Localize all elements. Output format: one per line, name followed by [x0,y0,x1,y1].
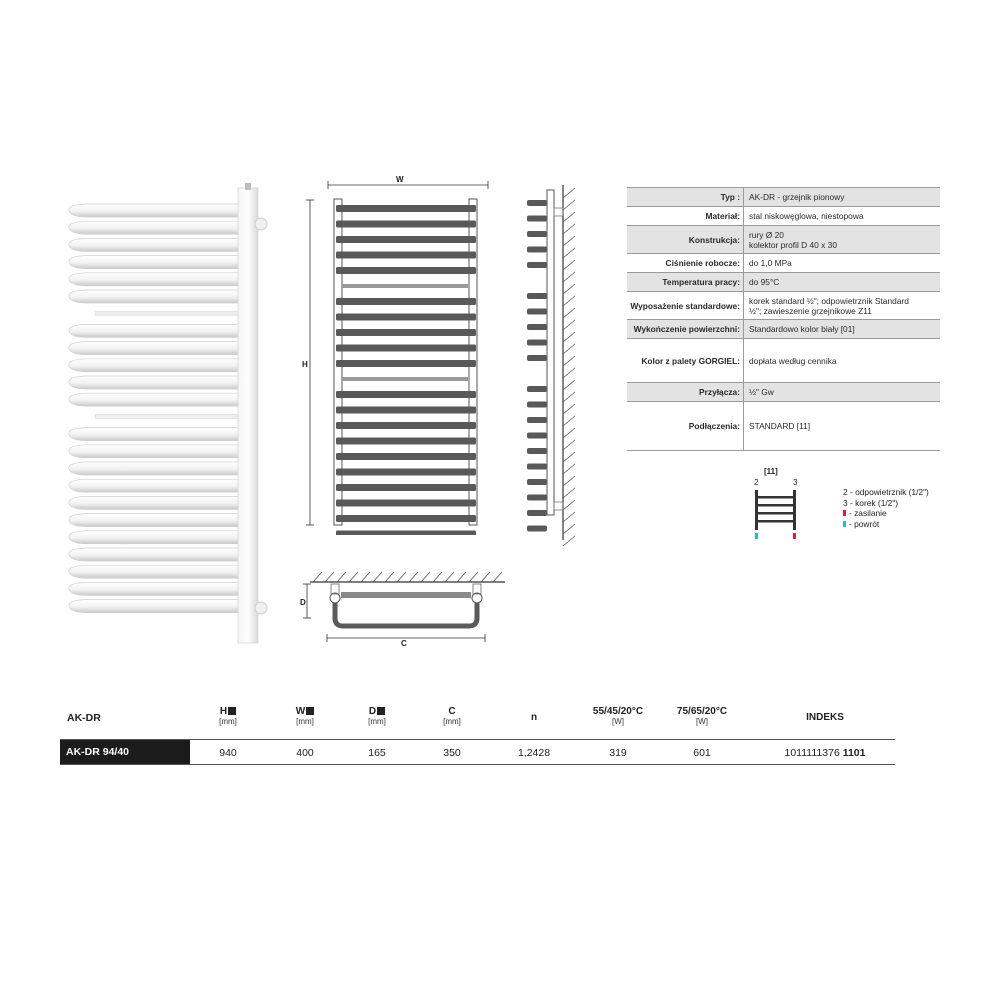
connection-legend [843,487,929,529]
side-bar [527,340,547,346]
front-bar [336,329,476,336]
side-bar [527,355,547,361]
wall-hatch-line [563,200,575,210]
spec-value-line: ½"; zawieszenie grzejnikowe Z11 [749,305,872,316]
connection-left-number: 2 [754,478,759,487]
spec-value-line: dopłata według cennika [749,355,837,366]
wall-hatch-line [563,296,575,306]
side-bar [527,309,547,315]
ceiling-hatch-line [373,572,382,582]
spec-row [627,402,940,451]
front-bar [336,484,476,491]
front-bar [336,515,476,522]
side-bar [527,479,547,485]
legend-item [843,498,929,509]
wall-hatch-line [563,428,575,438]
ceiling-hatch-line [481,572,490,582]
column-header-label: H [219,706,228,717]
spec-label: Wyposażenie standardowe: [630,300,740,311]
spec-label: Przyłącza: [699,387,740,397]
spec-row [627,207,940,226]
depth-icon [377,707,385,715]
ceiling-hatch-line [445,572,454,582]
spec-value [743,292,940,319]
legend-item [843,487,929,498]
side-bar [527,262,547,268]
wall-hatch-line [563,284,575,294]
radiator-photo [55,180,275,650]
column-header [355,706,399,727]
ceiling-hatch-line [397,572,406,582]
width-icon [306,707,314,715]
column-unit: [W] [612,717,624,726]
column-header [760,712,890,723]
wall-hatch-line [563,536,575,546]
color-marker-icon [843,510,846,516]
legend-item [843,508,929,519]
radiator-tube [69,496,245,509]
column-unit: [mm] [219,717,237,726]
front-bar [336,438,476,445]
spec-value [743,226,940,253]
spec-label: Typ : [720,192,740,202]
side-bar [527,464,547,470]
connection-right-number: 3 [793,478,798,487]
wall-hatch-line [563,452,575,462]
spec-value-line: korek standard ½"; odpowietrznik Standard [749,295,909,306]
legend-text: 3 - korek (1/2") [843,497,899,508]
radiator-tube [69,256,245,269]
side-bar [527,200,547,206]
radiator-tube [69,531,245,544]
radiator-tube [69,393,245,406]
column-header-label: D [368,706,377,717]
spec-value [743,402,940,450]
wall-hatch-line [563,332,575,342]
spec-label: Podłączenia: [688,421,740,431]
radiator-tube [69,428,245,441]
spec-value-line: do 1,0 MPa [749,258,792,268]
column-header [430,706,474,727]
spec-row [627,339,940,383]
ceiling-hatch-line [337,572,346,582]
column-header [206,706,250,727]
wall-hatch-line [563,224,575,234]
radiator-tube [69,514,245,527]
front-bar [336,252,476,259]
spec-row [627,188,940,207]
ceiling-hatch-line [361,572,370,582]
radiator-tube [69,290,245,303]
wall-hatch-line [563,524,575,534]
spec-value-line: Standardowo kolor biały [01] [749,324,855,334]
spec-label: Kolor z palety GORGIEL: [641,355,740,366]
wall-hatch-line [563,500,575,510]
spec-label: Materiał: [705,211,740,221]
radiator-tube [69,238,245,251]
wall-hatch-line [563,476,575,486]
front-bar [336,469,476,476]
table-cell: 319 [609,747,627,759]
side-bar [527,433,547,439]
front-bar [336,407,476,414]
spec-label: Temperatura pracy: [662,277,740,287]
legend-item [843,519,929,530]
side-bar [527,417,547,423]
width-dimension-label: W [396,175,404,184]
table-cell: 350 [443,747,461,759]
height-icon [228,707,236,715]
index-prefix: 1011111376 [784,747,840,759]
front-bar [336,221,476,228]
ceiling-hatch-line [457,572,466,582]
column-unit: [mm] [443,717,461,726]
connection-diagram [748,488,803,543]
side-bar [527,324,547,330]
front-bar [336,531,476,536]
spec-value [743,339,940,382]
model-cell: AK-DR 94/40 [60,740,190,764]
legend-text: - zasilanie [849,508,887,519]
radiator-tube [69,221,245,234]
column-unit: [mm] [296,717,314,726]
wall-hatch-line [563,260,575,270]
radiator-tube [69,204,245,217]
ceiling-hatch-line [433,572,442,582]
side-bar [527,386,547,392]
side-view-drawing [515,180,585,550]
spec-value [743,273,940,291]
legend-text: - powrót [849,518,880,529]
column-header-label: 75/65/20°C [676,706,728,717]
ceiling-hatch-line [313,572,322,582]
table-cell: 165 [368,747,386,759]
table-cell: 601 [693,747,711,759]
front-view-drawing [300,175,500,535]
side-bar [527,247,547,253]
side-bar [527,216,547,222]
radiator-tube [69,582,245,595]
radiator-tube [69,359,245,372]
spec-value-line: rury Ø 20 [749,229,784,240]
wall-hatch-line [563,272,575,282]
front-thin-bar [342,284,468,288]
legend-text: 2 - odpowietrznik (1/2") [843,487,929,497]
side-bar [527,510,547,516]
table-cell: 400 [296,747,314,759]
spec-row [627,383,940,402]
ceiling-hatch-line [325,572,334,582]
spec-value-line: STANDARD [11] [749,421,811,431]
column-header-label: 55/45/20°C [592,706,644,717]
wall-hatch-line [563,392,575,402]
front-thin-bar [342,377,468,381]
wall-hatch-line [563,404,575,414]
wall-hatch-line [563,248,575,258]
spec-value-line: stal niskowęglowa, niestopowa [749,211,864,221]
wall-hatch-line [563,320,575,330]
column-header-label: INDEKS [806,712,844,723]
side-bar [527,293,547,299]
wall-hatch-line [563,380,575,390]
spec-value-line: ½" Gw [749,387,774,397]
depth-dimension-label: D [300,598,306,607]
spec-row [627,292,940,320]
column-unit: [W] [696,717,708,726]
front-bar [336,345,476,352]
spec-row [627,273,940,292]
wall-hatch-line [563,236,575,246]
radiator-tube [69,376,245,389]
radiator-tube [69,445,245,458]
side-bar [527,402,547,408]
ceiling-hatch-line [421,572,430,582]
ceiling-hatch-line [385,572,394,582]
front-bar [336,205,476,212]
wall-hatch-line [563,344,575,354]
front-bar [336,236,476,243]
spec-row [627,254,940,273]
front-bar [336,500,476,507]
radiator-thin-tube [95,311,240,315]
spec-value [743,188,940,206]
spec-value-line: AK-DR - grzejnik pionowy [749,192,845,202]
index-suffix: 1101 [842,747,866,759]
wall-hatch-line [563,512,575,522]
radiator-tube [69,600,245,613]
wall-hatch-line [563,416,575,426]
spec-label: Wykończenie powierzchni: [633,324,740,334]
wall-hatch-line [563,188,575,198]
side-bar [527,231,547,237]
front-bar [336,314,476,321]
wall-hatch-line [563,368,575,378]
spec-value-line: do 95°C [749,277,780,287]
radiator-tube [69,462,245,475]
height-dimension-label: H [302,360,308,369]
table-rule-bottom [60,764,895,765]
column-header-label: C [448,706,456,717]
front-bar [336,298,476,305]
table-title: AK-DR [67,712,101,724]
ceiling-hatch-line [349,572,358,582]
front-bar [336,453,476,460]
radiator-tube [69,479,245,492]
side-bar [527,495,547,501]
ceiling-hatch-line [469,572,478,582]
wall-hatch-line [563,488,575,498]
radiator-tube [69,548,245,561]
spec-value-line: kolektor profil D 40 x 30 [749,239,837,250]
spec-label: Ciśnienie robocze: [665,258,740,268]
front-bar [336,267,476,274]
connection-code: [11] [764,467,778,476]
radiator-tube [69,565,245,578]
column-header [583,706,653,727]
radiator-tube [69,342,245,355]
spec-label: Konstrukcja: [688,234,740,245]
front-bar [336,391,476,398]
wall-hatch-line [563,356,575,366]
side-bar [527,526,547,532]
column-header [667,706,737,727]
wall-hatch-line [563,440,575,450]
index-value [760,747,890,759]
ceiling-hatch-line [493,572,502,582]
radiator-thin-tube [95,414,240,418]
column-header-label: n [530,712,538,723]
wall-hatch-line [563,308,575,318]
wall-hatch-line [563,212,575,222]
spec-row [627,320,940,339]
column-header [283,706,327,727]
side-bar [527,448,547,454]
radiator-tube [69,273,245,286]
spec-table [627,187,940,451]
color-marker-icon [843,521,846,527]
column-header-label: W [295,706,306,717]
front-bar [336,360,476,367]
radiator-tube [69,324,245,337]
spec-value [743,207,940,225]
spec-value [743,383,940,401]
column-unit: [mm] [368,717,386,726]
spec-value [743,254,940,272]
spec-row [627,226,940,254]
column-header [512,712,556,723]
table-cell: 1,2428 [517,747,551,759]
ceiling-hatch-line [409,572,418,582]
c-dimension-label: C [401,639,407,648]
front-bar [336,422,476,429]
wall-hatch-line [563,464,575,474]
table-cell: 940 [219,747,237,759]
spec-value [743,320,940,338]
